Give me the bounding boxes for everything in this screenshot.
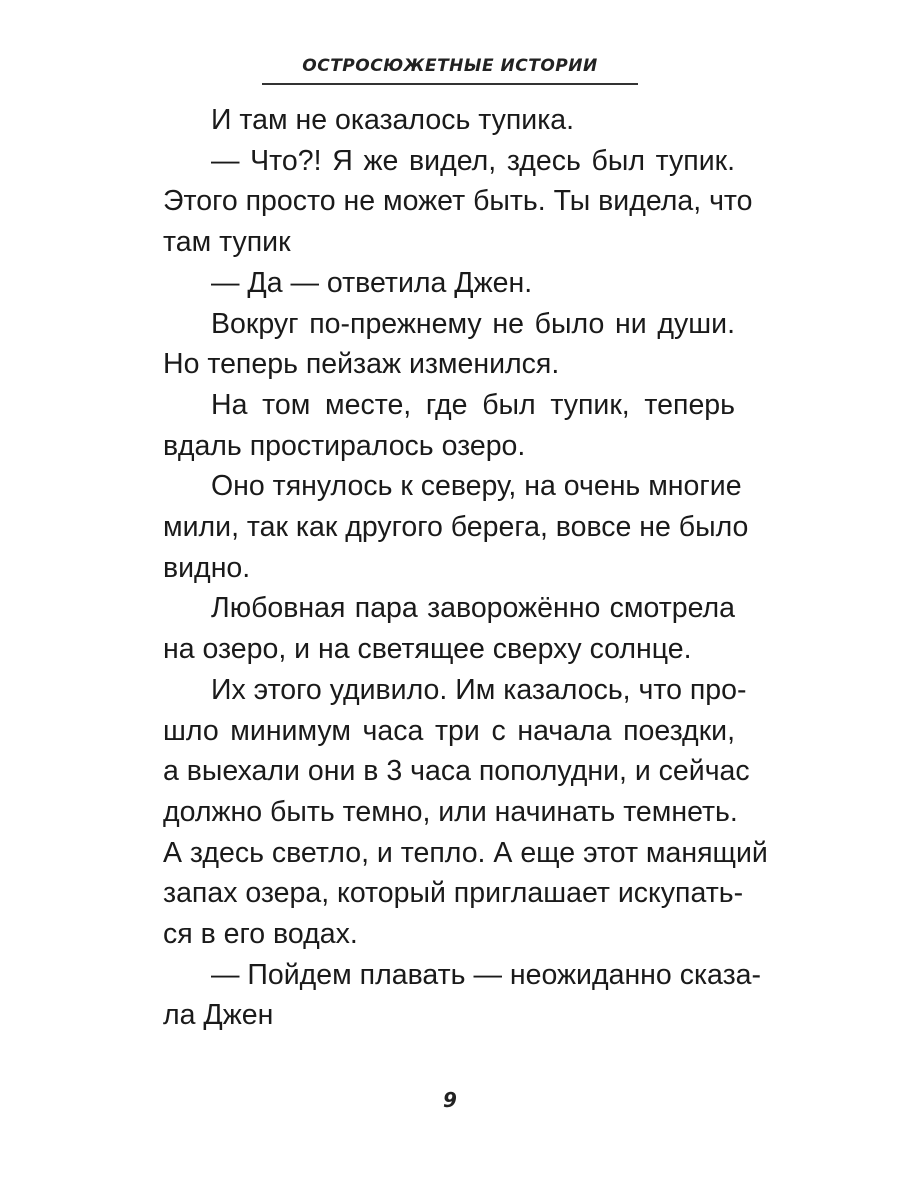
text-line: вдаль простиралось озеро. xyxy=(163,429,526,462)
text-line: Этого просто не может быть. Ты видела, что xyxy=(163,185,753,218)
text-line: на озеро, и на светящее сверху солнце. xyxy=(163,633,692,666)
header-rule xyxy=(262,83,638,85)
text-line: — Пойдем плавать — неожиданно сказа- xyxy=(211,958,761,991)
text-line: шло минимум часа три с начала поездки, xyxy=(163,714,735,747)
text-line: На том месте, где был тупик, теперь xyxy=(211,388,735,421)
running-title: ОСТРОСЮЖЕТНЫЕ ИСТОРИИ xyxy=(302,56,598,76)
text-line: — Что?! Я же видел, здесь был тупик. xyxy=(211,144,735,177)
text-line: должно быть темно, или начинать темнеть. xyxy=(163,795,738,828)
text-line: И там не оказалось тупика. xyxy=(211,104,575,136)
text-line: Их этого удивило. Им казалось, что про- xyxy=(211,673,747,706)
text-line: ся в его водах. xyxy=(163,918,358,951)
page-number: 9 xyxy=(443,1088,457,1112)
text-line: там тупик xyxy=(163,226,291,259)
text-line: Оно тянулось к северу, на очень многие xyxy=(211,470,742,503)
text-line: Любовная пара заворожённо смотрела xyxy=(211,592,735,625)
text-line: мили, так как другого берега, вовсе не было xyxy=(163,511,749,544)
body-text xyxy=(163,100,768,1036)
text-line: ла Джен xyxy=(163,999,274,1032)
text-line: запах озера, который приглашает искупать- xyxy=(163,877,744,910)
text-line: а выехали они в 3 часа пополудни, и сейчас xyxy=(163,755,750,788)
text-line: Вокруг по-прежнему не было ни души. xyxy=(211,307,735,340)
text-line: — Да — ответила Джен. xyxy=(211,266,533,299)
text-line: А здесь светло, и тепло. А еще этот манящий xyxy=(163,836,768,869)
text-line: видно. xyxy=(163,551,251,584)
text-line: Но теперь пейзаж изменился. xyxy=(163,348,560,381)
